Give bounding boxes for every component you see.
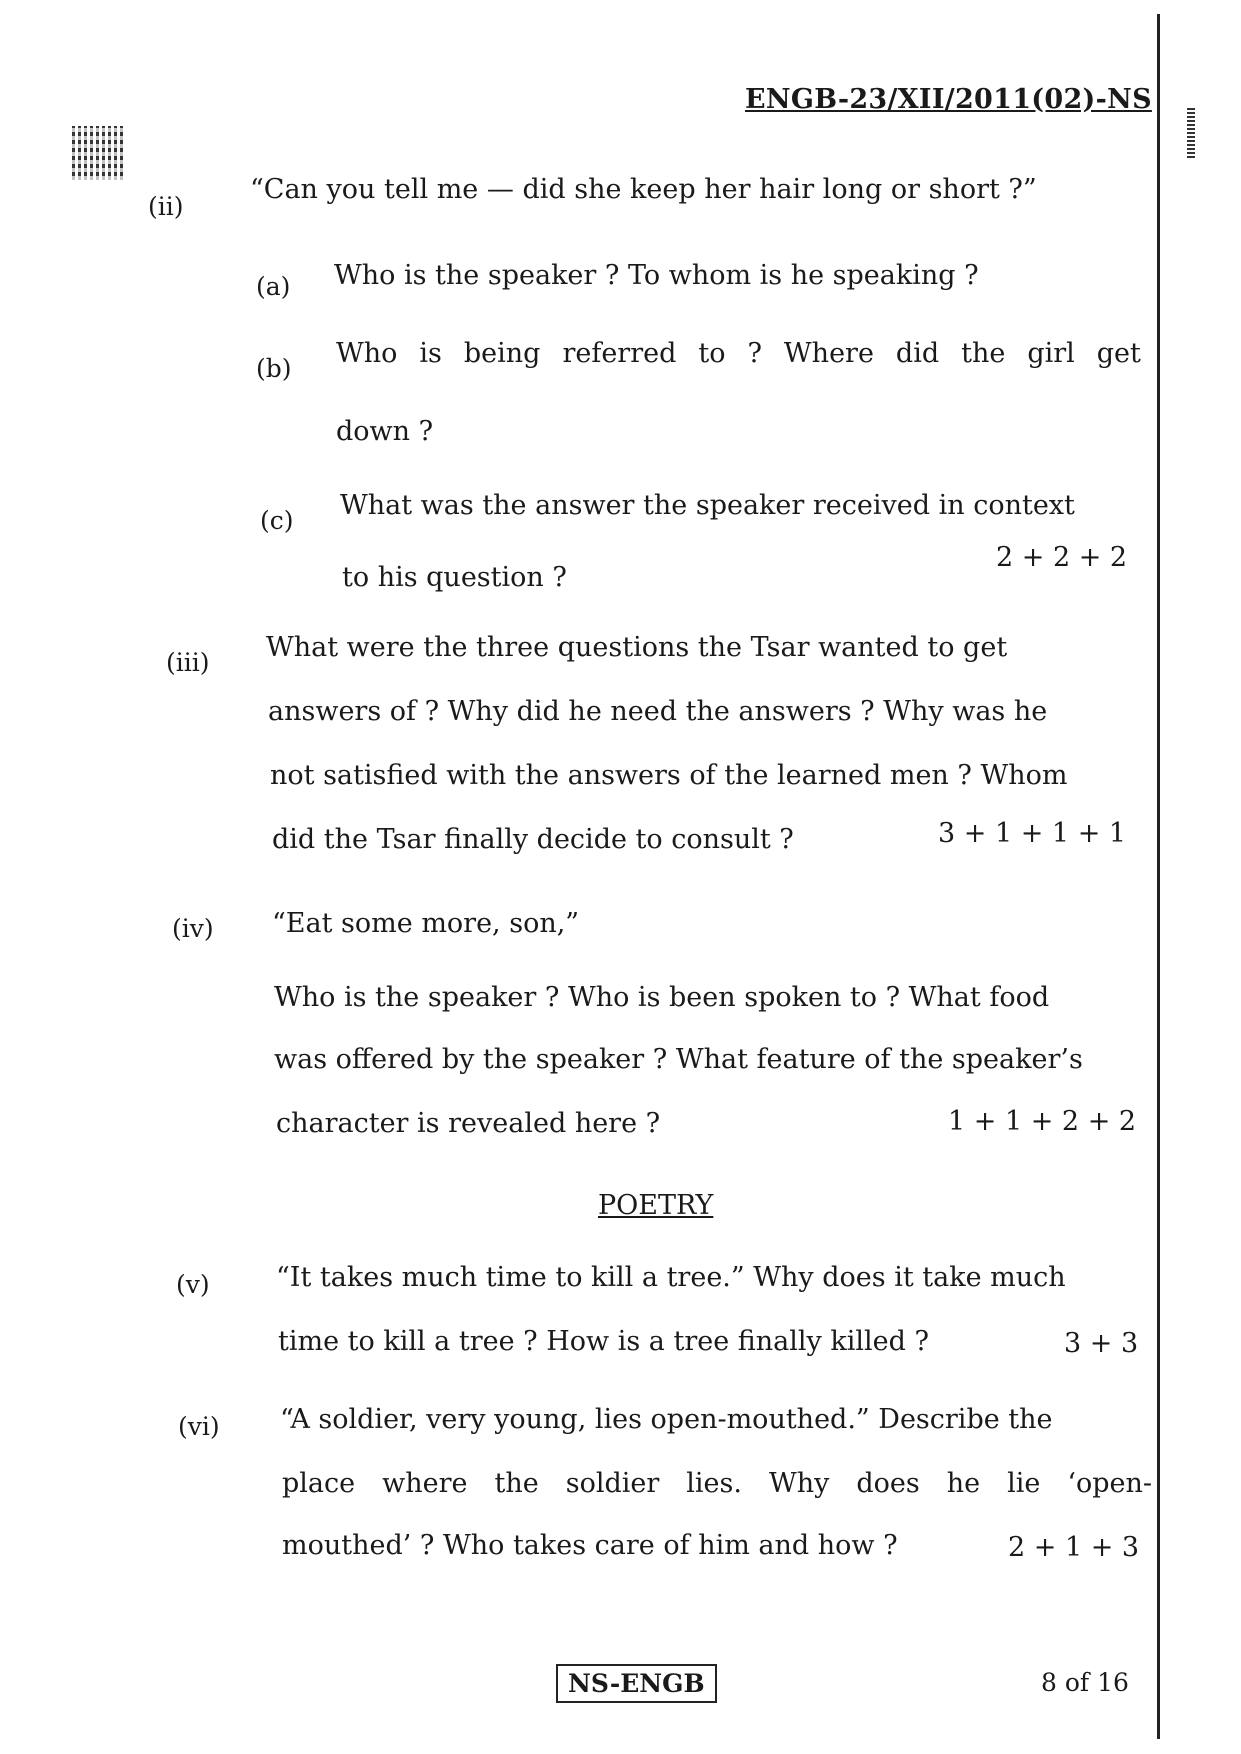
paper-code: ENGB-23/XII/2011(02)-NS	[745, 84, 1152, 115]
marks: 2 + 2 + 2	[996, 542, 1128, 573]
part-text: Who is the speaker ? To whom is he speaking ?	[334, 260, 979, 291]
qr-code-icon	[72, 126, 126, 180]
word: lies.	[686, 1468, 742, 1499]
word: the	[961, 338, 1006, 369]
question-quote: “Can you tell me — did she keep her hair long or short ?”	[250, 174, 1037, 205]
word: Where	[783, 338, 874, 369]
right-margin-rule	[1157, 14, 1160, 1739]
word: get	[1096, 338, 1141, 369]
question-text: not satisfied with the answers of the learned men ? Whom	[270, 760, 1068, 791]
word: lie	[1007, 1468, 1041, 1499]
question-text: did the Tsar finally decide to consult ?	[272, 824, 794, 855]
marks: 2 + 1 + 3	[1008, 1532, 1140, 1563]
question-text: answers of ? Why did he need the answers ? Why was he	[268, 696, 1048, 727]
word: ?	[747, 338, 762, 369]
word: Who	[336, 338, 398, 369]
barcode-icon	[1187, 108, 1195, 158]
word: he	[946, 1468, 981, 1499]
part-text: What was the answer the speaker received in context	[340, 490, 1075, 521]
question-number: (ii)	[148, 192, 184, 221]
word: soldier	[565, 1468, 660, 1499]
word: where	[382, 1468, 468, 1499]
word: Why	[768, 1468, 830, 1499]
question-number: (vi)	[178, 1412, 220, 1441]
word: place	[282, 1468, 356, 1499]
part-label: (b)	[256, 354, 292, 383]
part-label: (c)	[260, 506, 294, 535]
question-text: mouthed’ ? Who takes care of him and how ?	[282, 1530, 898, 1561]
word: ‘open-	[1067, 1468, 1152, 1499]
word: girl	[1027, 338, 1075, 369]
part-text: to his question ?	[342, 562, 567, 593]
question-quote: “Eat some more, son,”	[272, 908, 580, 939]
question-text: “It takes much time to kill a tree.” Why does it take much	[276, 1262, 1066, 1293]
question-text: was offered by the speaker ? What feature of the speaker’s	[274, 1044, 1083, 1075]
part-text	[336, 340, 1141, 367]
marks: 3 + 1 + 1 + 1	[938, 818, 1127, 849]
word: is	[419, 338, 442, 369]
word: the	[494, 1468, 539, 1499]
question-text: “A soldier, very young, lies open-mouthed.” Describe the	[280, 1404, 1053, 1435]
part-label: (a)	[256, 272, 291, 301]
footer-code: NS-ENGB	[556, 1664, 717, 1703]
page-number: 8 of 16	[1041, 1668, 1129, 1697]
marks: 1 + 1 + 2 + 2	[948, 1106, 1137, 1137]
word: does	[856, 1468, 920, 1499]
question-text: time to kill a tree ? How is a tree finally killed ?	[278, 1326, 929, 1357]
question-number: (v)	[176, 1270, 210, 1299]
question-text: What were the three questions the Tsar wanted to get	[266, 632, 1008, 663]
question-text: Who is the speaker ? Who is been spoken to ? What food	[274, 982, 1050, 1013]
word: being	[463, 338, 541, 369]
question-number: (iii)	[166, 648, 210, 677]
word: did	[895, 338, 940, 369]
word: referred	[562, 338, 677, 369]
section-title: POETRY	[598, 1190, 714, 1221]
part-text: down ?	[336, 416, 434, 447]
question-text: character is revealed here ?	[276, 1108, 661, 1139]
question-text	[282, 1470, 1152, 1497]
question-number: (iv)	[172, 914, 214, 943]
word: to	[698, 338, 726, 369]
marks: 3 + 3	[1064, 1328, 1139, 1359]
